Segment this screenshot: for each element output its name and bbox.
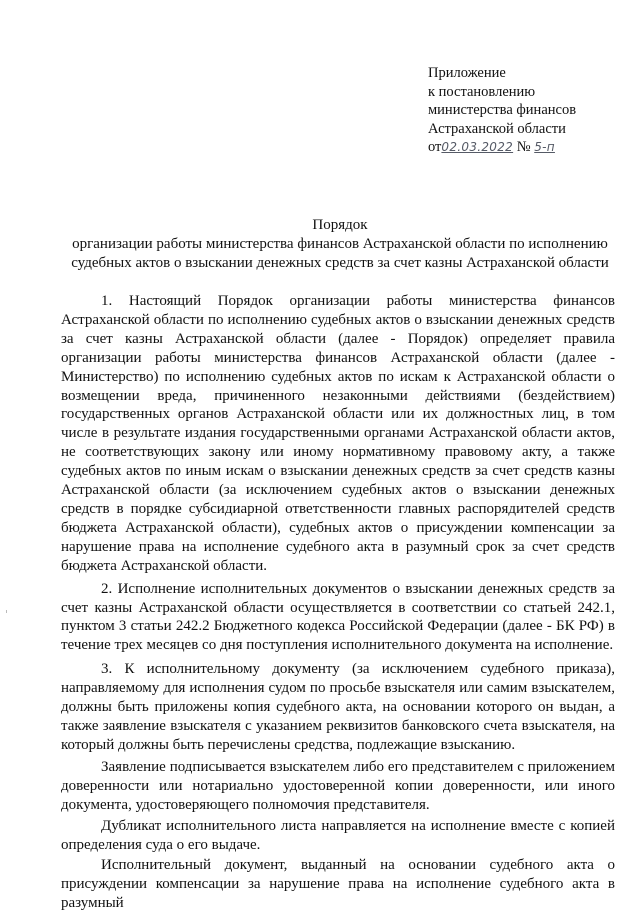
paragraph-1: 1. Настоящий Порядок организации работы министерства финансов Астраханской области по исполнению судебных актов о взыскании денежных средств за счет казны Астраханской области (далее - Порядок) определяет правила организации работы министерства финансов Астраханской области (далее - Министерство) по исполнению судебных актов по искам к Астраханской области о возмещении вреда, причиненного незаконными действиями (бездействием) государственных органов Астраханской области или их должностных лиц, в том числе в результате издания государственными органами Астраханской области актов, не соответствующих закону или иному нормативному правовому акту, а также судебных актов по иным искам о взыскании денежных средств за счет средств казны Астраханской области (за исключением судебных актов о взыскании денежных средств в порядке субсидиарной ответственности главных распорядителей средств бюджета Астраханской области), судебных актов о присуждении компенсации за нарушение права на исполнение судебного акта в разумный срок за счет средств бюджета Астраханской области.	[61, 293, 615, 574]
handwritten-date: 02.03.2022	[441, 140, 514, 154]
date-prefix: от	[428, 139, 442, 155]
approval-line-3: министерства финансов	[428, 102, 577, 118]
scan-margin-mark	[6, 610, 7, 613]
number-label: №	[516, 139, 531, 155]
paragraph-4: Заявление подписывается взыскателем либо его представителем с приложением доверенности или нотариально удостоверенной копии доверенности, или иного документа, удостоверяющего полномочия представителя.	[61, 758, 615, 813]
document-body	[61, 292, 615, 913]
approval-block	[428, 64, 628, 157]
paragraph-2: 2. Исполнение исполнительных документов о взыскании денежных средств за счет казны Астраханской области осуществляется в соответствии со статьей 242.1, пунктом 3 статьи 242.2 Бюджетного кодекса Российской Федерации (далее - БК РФ) в течение трех месяцев со дня поступления исполнительного документа на исполнение.	[61, 580, 615, 654]
handwritten-number: 5-п	[534, 140, 555, 154]
approval-line-4: Астраханской области	[428, 120, 566, 137]
approval-date-line	[428, 138, 628, 157]
approval-line-2: к постановлению	[428, 83, 536, 100]
title-line-1: организации работы министерства финансов Астраханской области по исполнению	[72, 236, 608, 252]
approval-line-1: Приложение	[428, 65, 506, 81]
title-line-2: судебных актов о взыскании денежных средств за счет казны Астраханской области	[71, 255, 609, 271]
paragraph-5: Дубликат исполнительного листа направляется на исполнение вместе с копией определения суда о его выдаче.	[61, 818, 615, 854]
title-heading: Порядок	[312, 217, 368, 233]
paragraph-3: 3. К исполнительному документу (за исключением судебного приказа), направляемому для исполнения судом по просьбе взыскателя или самим взыскателем, должны быть приложены копия судебного акта, на основании которого он выдан, а также заявление взыскателя с указанием реквизитов банковского счета взыскателя, на который должны быть перечислены средства, подлежащие взысканию.	[61, 661, 615, 753]
paragraph-6: Исполнительный документ, выданный на основании судебного акта о присуждении компенсации за нарушение права на исполнение судебного акта в разумный	[61, 857, 615, 912]
document-title	[50, 216, 630, 273]
